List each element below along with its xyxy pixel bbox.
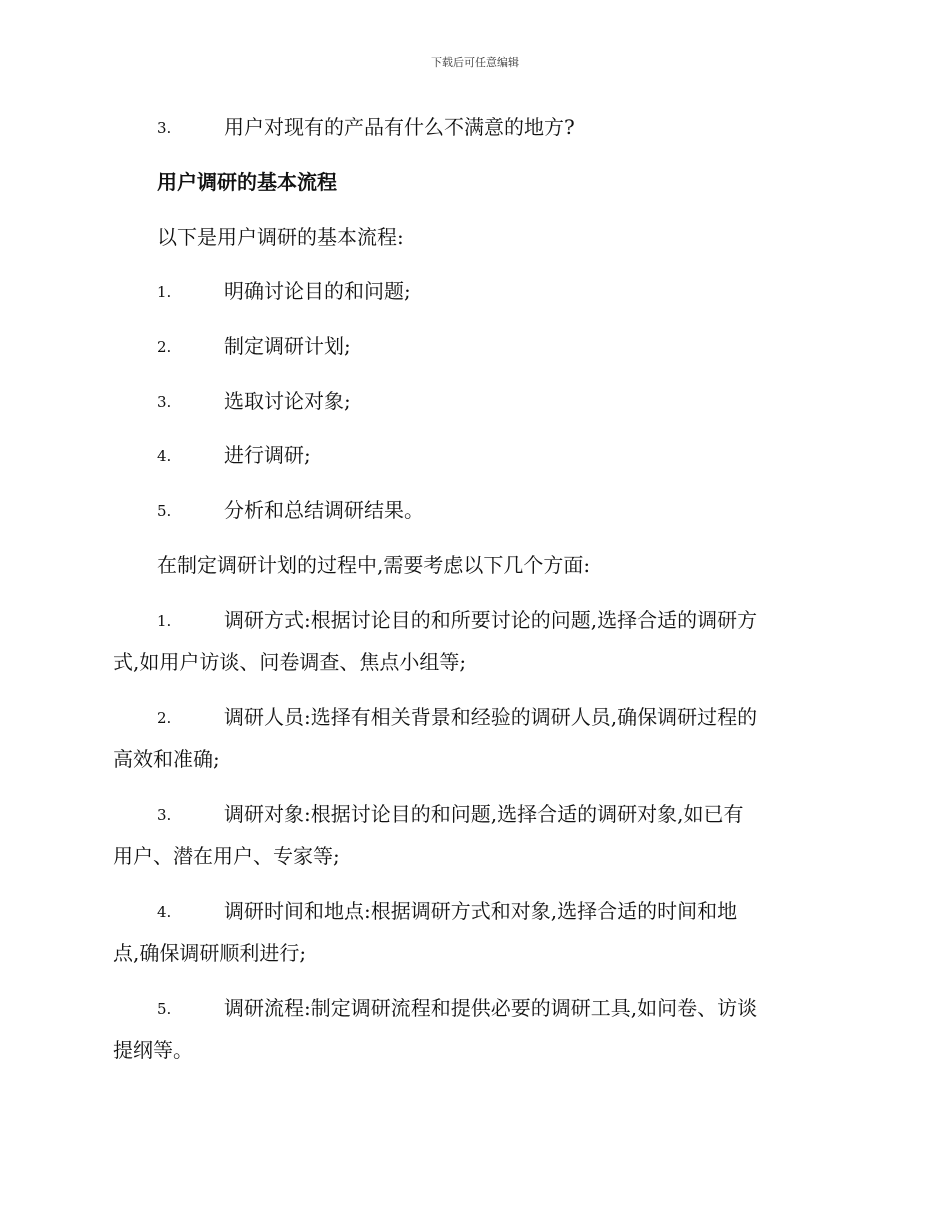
list-number: 1.	[157, 612, 172, 630]
list-item-text: 进行调研;	[224, 443, 311, 467]
list-item-text: 明确讨论目的和问题;	[224, 279, 411, 303]
list-number: 3.	[157, 393, 172, 411]
paragraph: 以下是用户调研的基本流程:	[157, 225, 404, 249]
list-number: 4.	[157, 903, 172, 921]
list-item-text-continued: 式,如用户访谈、问卷调查、焦点小组等;	[113, 650, 467, 674]
list-item-text: 选取讨论对象;	[224, 389, 351, 413]
list-item-text: 调研方式:根据讨论目的和所要讨论的问题,选择合适的调研方	[224, 608, 758, 632]
list-number: 1.	[157, 283, 172, 301]
list-number: 2.	[157, 338, 172, 356]
list-item-text-continued: 用户、潜在用户、专家等;	[113, 844, 340, 868]
list-item-text: 调研人员:选择有相关背景和经验的调研人员,确保调研过程的	[224, 705, 758, 729]
list-item-text-continued: 提纲等。	[113, 1038, 193, 1062]
list-item-text-continued: 高效和准确;	[113, 747, 220, 771]
paragraph: 在制定调研计划的过程中,需要考虑以下几个方面:	[157, 553, 591, 577]
list-item-text: 分析和总结调研结果。	[224, 498, 424, 522]
list-item-text-continued: 点,确保调研顺利进行;	[113, 941, 307, 965]
list-item-text: 调研对象:根据讨论目的和问题,选择合适的调研对象,如已有	[224, 802, 744, 826]
list-number: 2.	[157, 709, 172, 727]
list-item-text: 用户对现有的产品有什么不满意的地方?	[224, 115, 575, 139]
list-number: 4.	[157, 447, 172, 465]
list-item-text: 调研时间和地点:根据调研方式和对象,选择合适的时间和地	[224, 899, 738, 923]
list-number: 5.	[157, 1000, 172, 1018]
list-number: 3.	[157, 806, 172, 824]
list-number: 3.	[157, 119, 172, 137]
list-number: 5.	[157, 502, 172, 520]
page-header: 下载后可任意编辑	[431, 56, 519, 69]
list-item-text: 调研流程:制定调研流程和提供必要的调研工具,如问卷、访谈	[224, 996, 758, 1020]
list-item-text: 制定调研计划;	[224, 334, 351, 358]
section-heading: 用户调研的基本流程	[157, 170, 337, 194]
